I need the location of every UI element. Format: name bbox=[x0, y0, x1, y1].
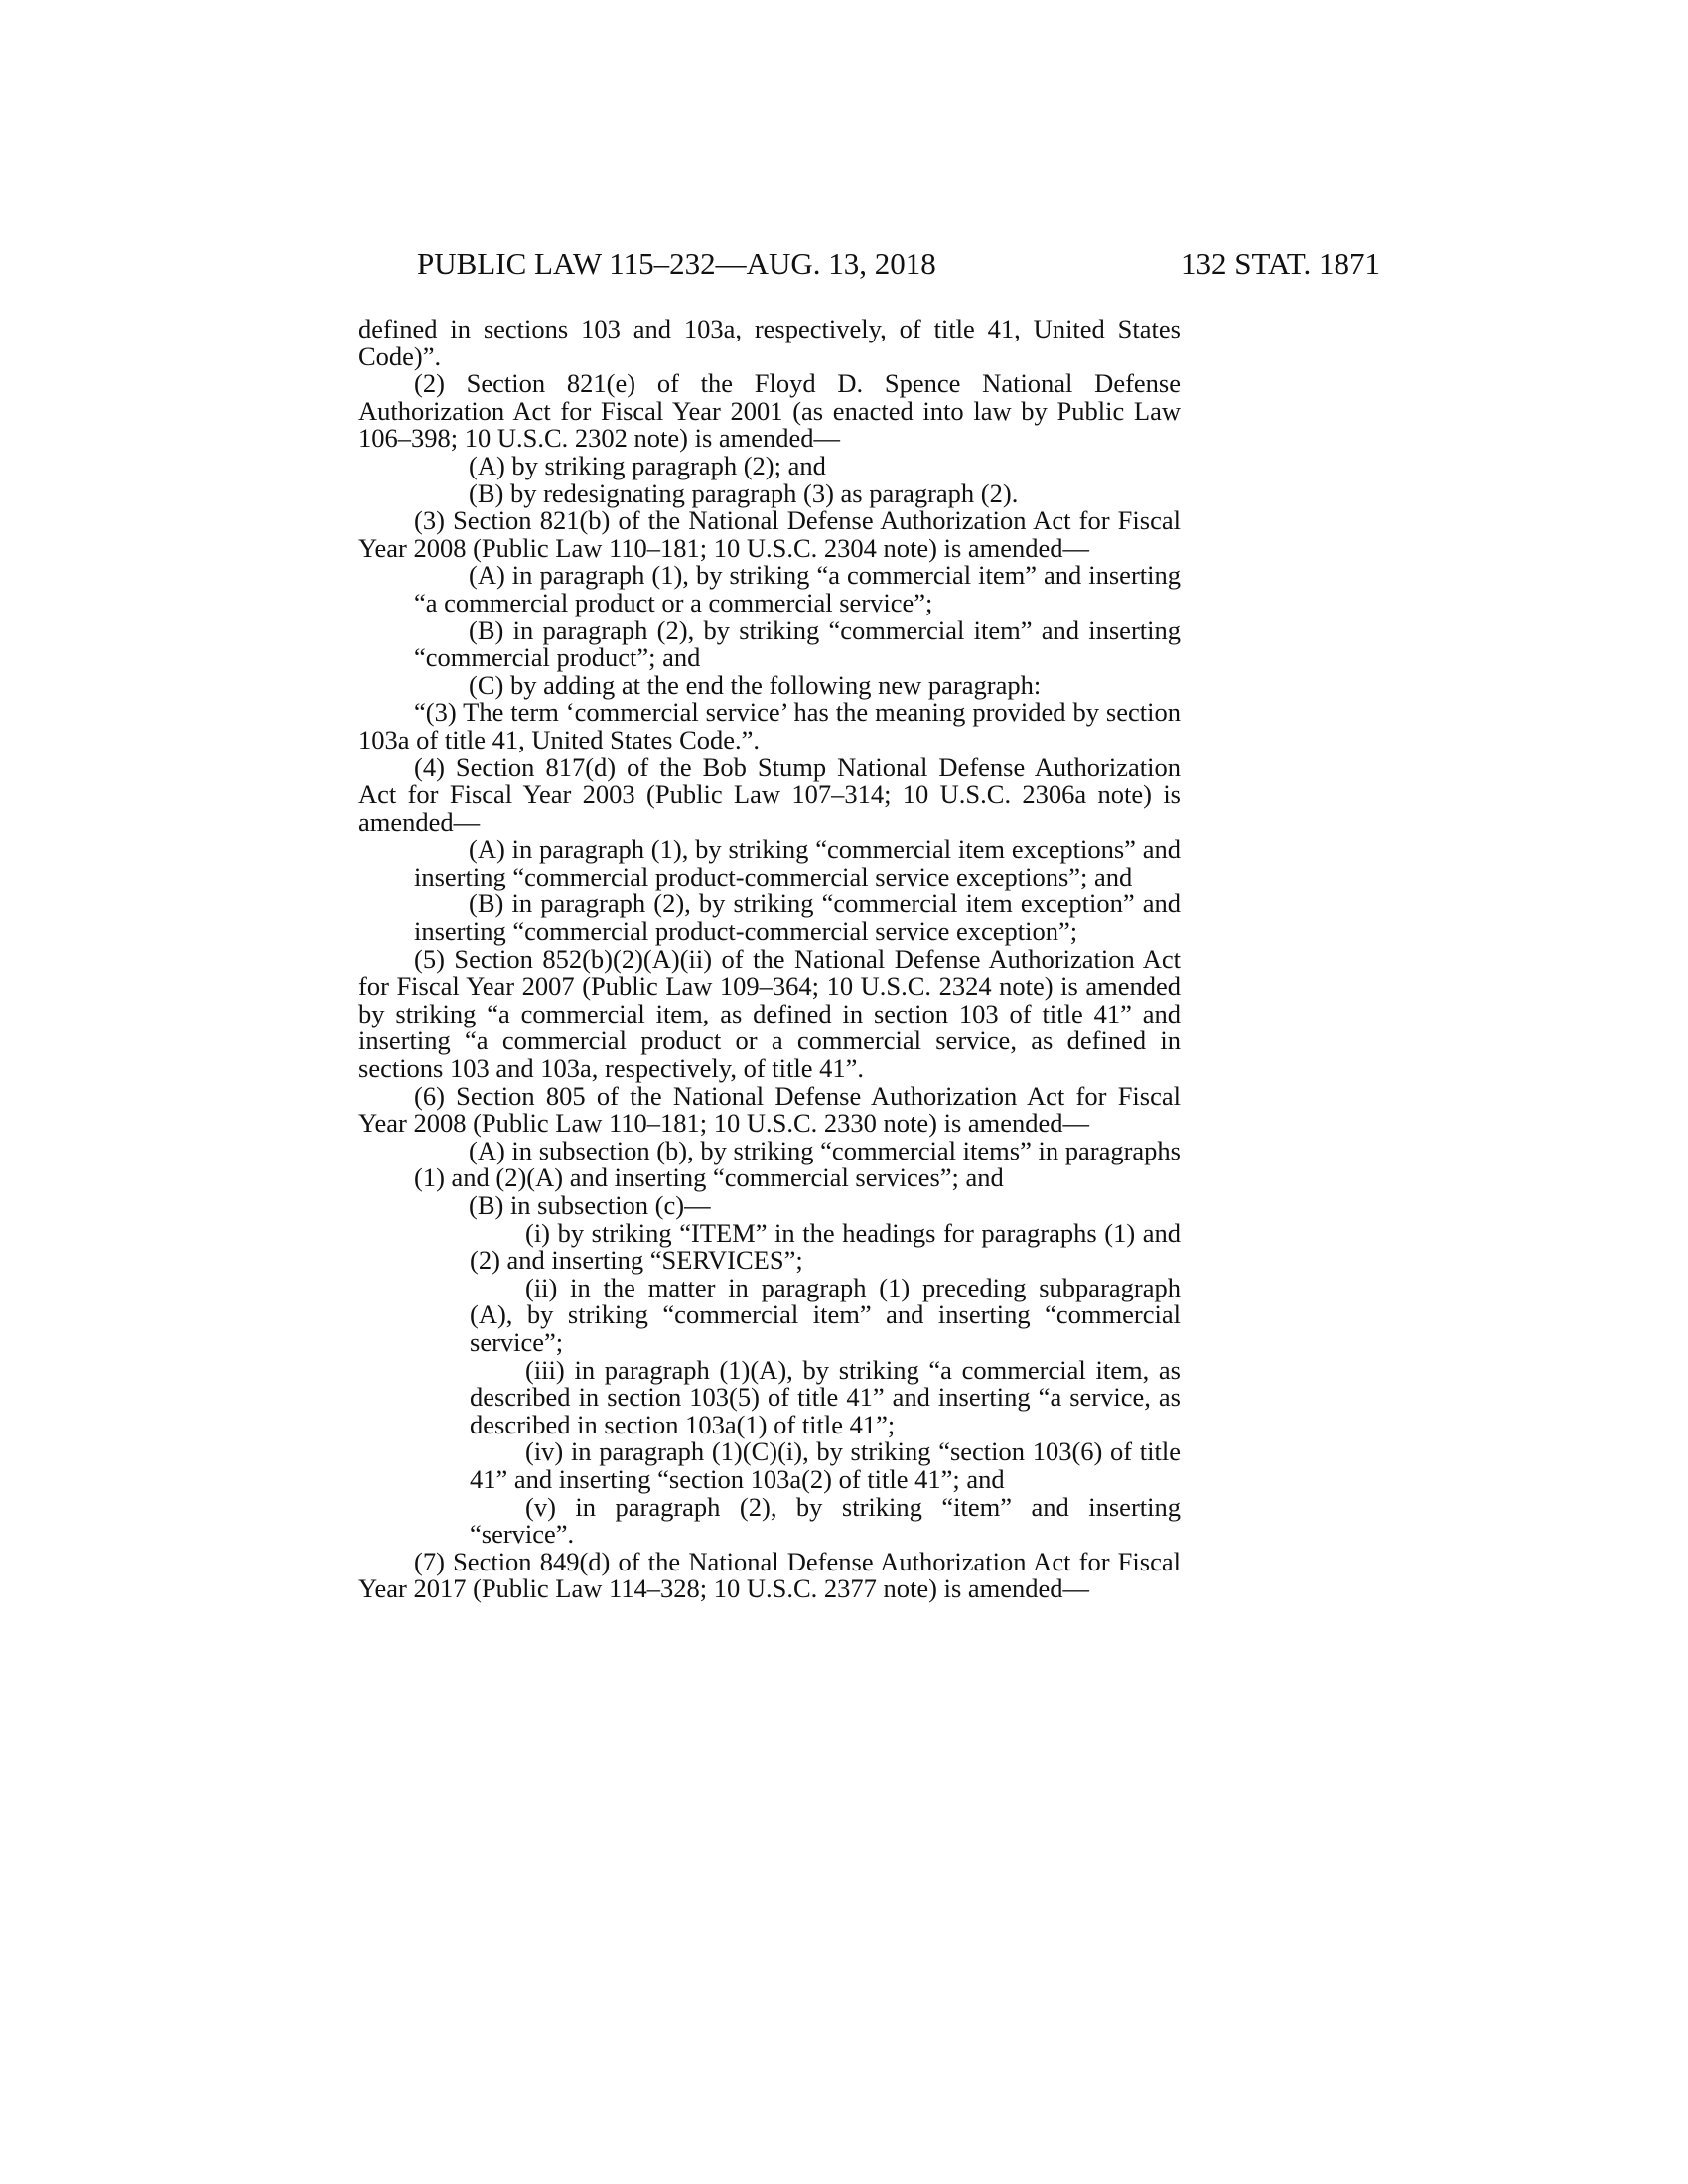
page-header bbox=[417, 244, 1380, 284]
statute-paragraph: (iv) in paragraph (1)(C)(i), by striking “section 103(6) of title 41” and inserting “section 103a(2) of title 41”; and bbox=[470, 1436, 1181, 1494]
statute-body-text bbox=[358, 316, 1181, 1603]
statute-paragraph: (3) Section 821(b) of the National Defense Authorization Act for Fiscal Year 2008 (Public Law 110–181; 10 U.S.C. 2304 note) is amended— bbox=[358, 505, 1181, 563]
statute-paragraph: (A) in subsection (b), by striking “commercial items” in paragraphs (1) and (2)(A) and inserting “commercial services”; and bbox=[414, 1135, 1181, 1193]
statute-paragraph: (A) in paragraph (1), by striking “commercial item exceptions” and inserting “commercial product-commercial service exceptions”; and bbox=[414, 834, 1181, 891]
statute-paragraph: defined in sections 103 and 103a, respectively, of title 41, United States Code)”. bbox=[358, 314, 1181, 371]
statute-paragraph: (4) Section 817(d) of the Bob Stump National Defense Authorization Act for Fiscal Year 2003 (Public Law 107–314; 10 U.S.C. 2306a note) is amended— bbox=[358, 751, 1181, 837]
statute-paragraph: (ii) in the matter in paragraph (1) preceding subparagraph (A), by striking “commercial item” and inserting “commercial service”; bbox=[470, 1272, 1181, 1357]
statute-paragraph: (A) in paragraph (1), by striking “a commercial item” and inserting “a commercial product or a commercial service”; bbox=[414, 560, 1181, 617]
statute-page-number: 132 STAT. 1871 bbox=[1180, 246, 1380, 281]
statute-paragraph: (2) Section 821(e) of the Floyd D. Spence National Defense Authorization Act for Fiscal Year 2001 (as enacted into law by Public Law 106–398; 10 U.S.C. 2302 note) is amended— bbox=[358, 368, 1181, 454]
statute-paragraph: (5) Section 852(b)(2)(A)(ii) of the National Defense Authorization Act for Fiscal Year 2007 (Public Law 109–364; 10 U.S.C. 2324 note) is amended by striking “a commercial item, as defined in section 103 of title 41” and inserting “a commercial product or a commercial service, as defined in sections 103 and 103a, respectively, of title 41”. bbox=[358, 943, 1181, 1084]
statute-paragraph: (B) in subsection (c)— bbox=[469, 1190, 711, 1220]
statute-paragraph: (v) in paragraph (2), by striking “item” and inserting “service”. bbox=[470, 1491, 1181, 1550]
statute-paragraph: “(3) The term ‘commercial service’ has the meaning provided by section 103a of title 41, United States Code.”. bbox=[358, 697, 1181, 754]
statute-paragraph: (6) Section 805 of the National Defense Authorization Act for Fiscal Year 2008 (Public Law 110–181; 10 U.S.C. 2330 note) is amended— bbox=[358, 1080, 1181, 1139]
statute-paragraph: (C) by adding at the end the following new paragraph: bbox=[469, 669, 1042, 700]
statute-paragraph: (7) Section 849(d) of the National Defense Authorization Act for Fiscal Year 2017 (Public Law 114–328; 10 U.S.C. 2377 note) is amended— bbox=[358, 1546, 1181, 1604]
statute-paragraph: (B) in paragraph (2), by striking “commercial item exception” and inserting “commercial product-commercial service exception”; bbox=[414, 888, 1181, 947]
statute-paragraph: (A) by striking paragraph (2); and bbox=[469, 450, 826, 480]
statute-paragraph: (iii) in paragraph (1)(A), by striking “a commercial item, as described in section 103(5) of title 41” and inserting “a service, as described in section 103a(1) of title 41”; bbox=[470, 1354, 1181, 1439]
statute-paragraph: (i) by striking “ITEM” in the headings for paragraphs (1) and (2) and inserting “SERVICES”; bbox=[470, 1217, 1181, 1276]
statute-paragraph: (B) in paragraph (2), by striking “commercial item” and inserting “commercial product”; and bbox=[414, 614, 1181, 673]
statute-paragraph: (B) by redesignating paragraph (3) as paragraph (2). bbox=[469, 478, 1019, 508]
running-head-title: PUBLIC LAW 115–232—AUG. 13, 2018 bbox=[417, 246, 936, 281]
